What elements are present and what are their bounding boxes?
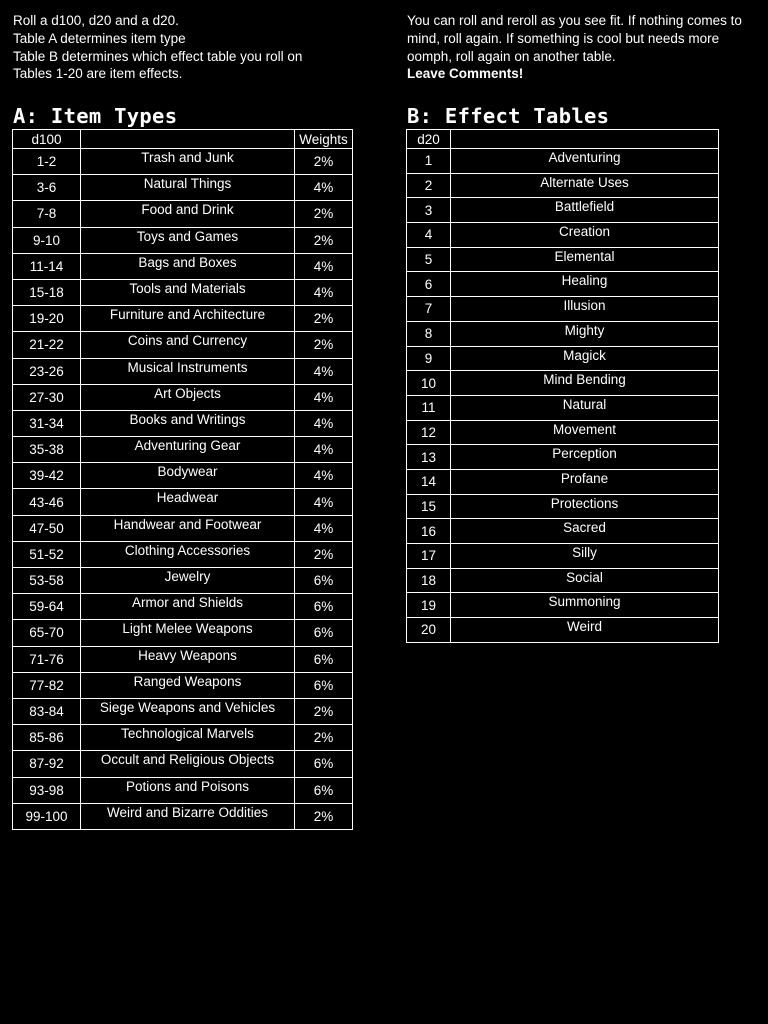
effect-table-cell: Summoning — [451, 593, 719, 618]
effect-table-cell: Illusion — [451, 297, 719, 322]
instructions-left — [13, 12, 373, 83]
item-type-cell: Occult and Religious Objects — [81, 751, 295, 777]
table-row — [407, 469, 719, 494]
effect-tables-table — [406, 129, 719, 643]
table-row — [13, 594, 353, 620]
table-row — [407, 544, 719, 569]
roll-range-cell: 7-8 — [13, 201, 81, 227]
roll-range-cell: 59-64 — [13, 594, 81, 620]
header-effect-table — [451, 130, 719, 149]
item-type-cell: Natural Things — [81, 175, 295, 201]
roll-number-cell: 6 — [407, 272, 451, 297]
effect-table-cell: Weird — [451, 618, 719, 643]
table-row — [407, 223, 719, 248]
roll-range-cell: 27-30 — [13, 384, 81, 410]
table-row — [13, 725, 353, 751]
weight-cell: 6% — [295, 646, 353, 672]
item-type-cell: Trash and Junk — [81, 149, 295, 175]
roll-range-cell: 43-46 — [13, 489, 81, 515]
weight-cell: 6% — [295, 777, 353, 803]
table-row — [13, 646, 353, 672]
table-header-row — [13, 130, 353, 149]
roll-number-cell: 13 — [407, 445, 451, 470]
table-row — [13, 568, 353, 594]
weight-cell: 6% — [295, 620, 353, 646]
effect-table-cell: Alternate Uses — [451, 173, 719, 198]
header-d100: d100 — [13, 130, 81, 149]
header-d20: d20 — [407, 130, 451, 149]
roll-range-cell: 23-26 — [13, 358, 81, 384]
table-row — [13, 672, 353, 698]
table-row — [407, 593, 719, 618]
table-row — [13, 332, 353, 358]
item-type-cell: Jewelry — [81, 568, 295, 594]
item-type-cell: Headwear — [81, 489, 295, 515]
table-row — [407, 568, 719, 593]
table-row — [407, 149, 719, 174]
roll-range-cell: 31-34 — [13, 410, 81, 436]
weight-cell: 4% — [295, 437, 353, 463]
effect-table-cell: Battlefield — [451, 198, 719, 223]
table-row — [13, 620, 353, 646]
roll-number-cell: 9 — [407, 346, 451, 371]
table-row — [13, 358, 353, 384]
weight-cell: 4% — [295, 384, 353, 410]
table-row — [407, 395, 719, 420]
roll-range-cell: 77-82 — [13, 672, 81, 698]
roll-range-cell: 39-42 — [13, 463, 81, 489]
roll-number-cell: 20 — [407, 618, 451, 643]
table-row — [13, 751, 353, 777]
roll-number-cell: 3 — [407, 198, 451, 223]
roll-range-cell: 99-100 — [13, 803, 81, 829]
table-row — [407, 445, 719, 470]
item-type-cell: Books and Writings — [81, 410, 295, 436]
roll-range-cell: 83-84 — [13, 698, 81, 724]
roll-number-cell: 2 — [407, 173, 451, 198]
roll-number-cell: 8 — [407, 321, 451, 346]
table-row — [407, 494, 719, 519]
effect-table-cell: Profane — [451, 469, 719, 494]
effect-table-cell: Magick — [451, 346, 719, 371]
item-type-cell: Light Melee Weapons — [81, 620, 295, 646]
weight-cell: 4% — [295, 463, 353, 489]
item-type-cell: Clothing Accessories — [81, 541, 295, 567]
weight-cell: 4% — [295, 175, 353, 201]
table-row — [13, 253, 353, 279]
table-row — [407, 198, 719, 223]
roll-range-cell: 9-10 — [13, 227, 81, 253]
roll-range-cell: 71-76 — [13, 646, 81, 672]
roll-number-cell: 15 — [407, 494, 451, 519]
weight-cell: 6% — [295, 751, 353, 777]
roll-number-cell: 10 — [407, 371, 451, 396]
effect-table-cell: Elemental — [451, 247, 719, 272]
instruction-line: Table A determines item type — [13, 30, 186, 46]
roll-range-cell: 11-14 — [13, 253, 81, 279]
table-row — [13, 515, 353, 541]
item-type-cell: Potions and Poisons — [81, 777, 295, 803]
weight-cell: 2% — [295, 227, 353, 253]
item-type-cell: Bags and Boxes — [81, 253, 295, 279]
leave-comments-text: Leave Comments! — [407, 66, 524, 82]
roll-number-cell: 17 — [407, 544, 451, 569]
roll-number-cell: 19 — [407, 593, 451, 618]
roll-number-cell: 16 — [407, 519, 451, 544]
item-types-body — [13, 149, 353, 830]
effect-table-cell: Movement — [451, 420, 719, 445]
item-type-cell: Tools and Materials — [81, 279, 295, 305]
table-row — [13, 777, 353, 803]
table-row — [13, 227, 353, 253]
effect-table-cell: Healing — [451, 272, 719, 297]
item-types-heading: A: Item Types — [13, 104, 178, 128]
roll-range-cell: 19-20 — [13, 306, 81, 332]
roll-range-cell: 53-58 — [13, 568, 81, 594]
item-type-cell: Coins and Currency — [81, 332, 295, 358]
weight-cell: 4% — [295, 253, 353, 279]
item-type-cell: Technological Marvels — [81, 725, 295, 751]
instructions-right — [407, 12, 757, 83]
item-type-cell: Heavy Weapons — [81, 646, 295, 672]
weight-cell: 2% — [295, 725, 353, 751]
instruction-line: Tables 1-20 are item effects. — [13, 66, 183, 82]
table-row — [407, 371, 719, 396]
item-type-cell: Toys and Games — [81, 227, 295, 253]
table-row — [407, 519, 719, 544]
table-row — [13, 201, 353, 227]
effect-tables-heading: B: Effect Tables — [407, 104, 610, 128]
roll-range-cell: 1-2 — [13, 149, 81, 175]
table-row — [407, 321, 719, 346]
table-row — [13, 489, 353, 515]
table-row — [13, 698, 353, 724]
table-row — [13, 279, 353, 305]
weight-cell: 4% — [295, 489, 353, 515]
roll-number-cell: 11 — [407, 395, 451, 420]
effect-table-cell: Natural — [451, 395, 719, 420]
item-type-cell: Art Objects — [81, 384, 295, 410]
effect-table-cell: Perception — [451, 445, 719, 470]
table-row — [13, 149, 353, 175]
item-type-cell: Bodywear — [81, 463, 295, 489]
item-type-cell: Siege Weapons and Vehicles — [81, 698, 295, 724]
roll-range-cell: 65-70 — [13, 620, 81, 646]
effect-table-cell: Mighty — [451, 321, 719, 346]
weight-cell: 4% — [295, 279, 353, 305]
effect-table-cell: Adventuring — [451, 149, 719, 174]
effect-table-cell: Silly — [451, 544, 719, 569]
item-type-cell: Adventuring Gear — [81, 437, 295, 463]
weight-cell: 2% — [295, 541, 353, 567]
effect-table-cell: Creation — [451, 223, 719, 248]
instruction-paragraph: You can roll and reroll as you see fit. If nothing comes to mind, roll again. If something is cool but needs more oomph, roll again on another table. — [407, 13, 742, 64]
roll-range-cell: 47-50 — [13, 515, 81, 541]
roll-number-cell: 5 — [407, 247, 451, 272]
table-row — [13, 384, 353, 410]
item-type-cell: Handwear and Footwear — [81, 515, 295, 541]
roll-number-cell: 7 — [407, 297, 451, 322]
roll-number-cell: 18 — [407, 568, 451, 593]
weight-cell: 6% — [295, 594, 353, 620]
weight-cell: 2% — [295, 306, 353, 332]
weight-cell: 6% — [295, 672, 353, 698]
weight-cell: 2% — [295, 149, 353, 175]
weight-cell: 2% — [295, 698, 353, 724]
table-row — [407, 618, 719, 643]
item-type-cell: Furniture and Architecture — [81, 306, 295, 332]
table-row — [13, 803, 353, 829]
roll-range-cell: 51-52 — [13, 541, 81, 567]
effect-table-cell: Protections — [451, 494, 719, 519]
weight-cell: 4% — [295, 410, 353, 436]
roll-number-cell: 1 — [407, 149, 451, 174]
roll-number-cell: 14 — [407, 469, 451, 494]
item-type-cell: Food and Drink — [81, 201, 295, 227]
table-row — [407, 173, 719, 198]
roll-number-cell: 12 — [407, 420, 451, 445]
roll-range-cell: 35-38 — [13, 437, 81, 463]
table-row — [407, 247, 719, 272]
table-header-row — [407, 130, 719, 149]
roll-range-cell: 21-22 — [13, 332, 81, 358]
table-row — [13, 410, 353, 436]
header-item-type — [81, 130, 295, 149]
roll-range-cell: 3-6 — [13, 175, 81, 201]
item-type-cell: Weird and Bizarre Oddities — [81, 803, 295, 829]
effect-table-cell: Social — [451, 568, 719, 593]
weight-cell: 2% — [295, 201, 353, 227]
item-type-cell: Armor and Shields — [81, 594, 295, 620]
effect-table-cell: Sacred — [451, 519, 719, 544]
instruction-line: Roll a d100, d20 and a d20. — [13, 13, 179, 28]
instruction-line: Table B determines which effect table you roll on — [13, 48, 303, 64]
item-type-cell: Ranged Weapons — [81, 672, 295, 698]
roll-range-cell: 15-18 — [13, 279, 81, 305]
weight-cell: 4% — [295, 515, 353, 541]
roll-range-cell: 85-86 — [13, 725, 81, 751]
item-types-table — [12, 129, 353, 830]
table-row — [13, 541, 353, 567]
weight-cell: 2% — [295, 332, 353, 358]
item-type-cell: Musical Instruments — [81, 358, 295, 384]
weight-cell: 2% — [295, 803, 353, 829]
effect-table-cell: Mind Bending — [451, 371, 719, 396]
weight-cell: 4% — [295, 358, 353, 384]
table-row — [13, 306, 353, 332]
table-row — [407, 272, 719, 297]
header-weights: Weights — [295, 130, 353, 149]
roll-range-cell: 93-98 — [13, 777, 81, 803]
weight-cell: 6% — [295, 568, 353, 594]
table-row — [407, 297, 719, 322]
table-row — [407, 420, 719, 445]
table-row — [13, 175, 353, 201]
table-row — [13, 463, 353, 489]
table-row — [407, 346, 719, 371]
table-row — [13, 437, 353, 463]
roll-number-cell: 4 — [407, 223, 451, 248]
effect-tables-body — [407, 149, 719, 643]
roll-range-cell: 87-92 — [13, 751, 81, 777]
